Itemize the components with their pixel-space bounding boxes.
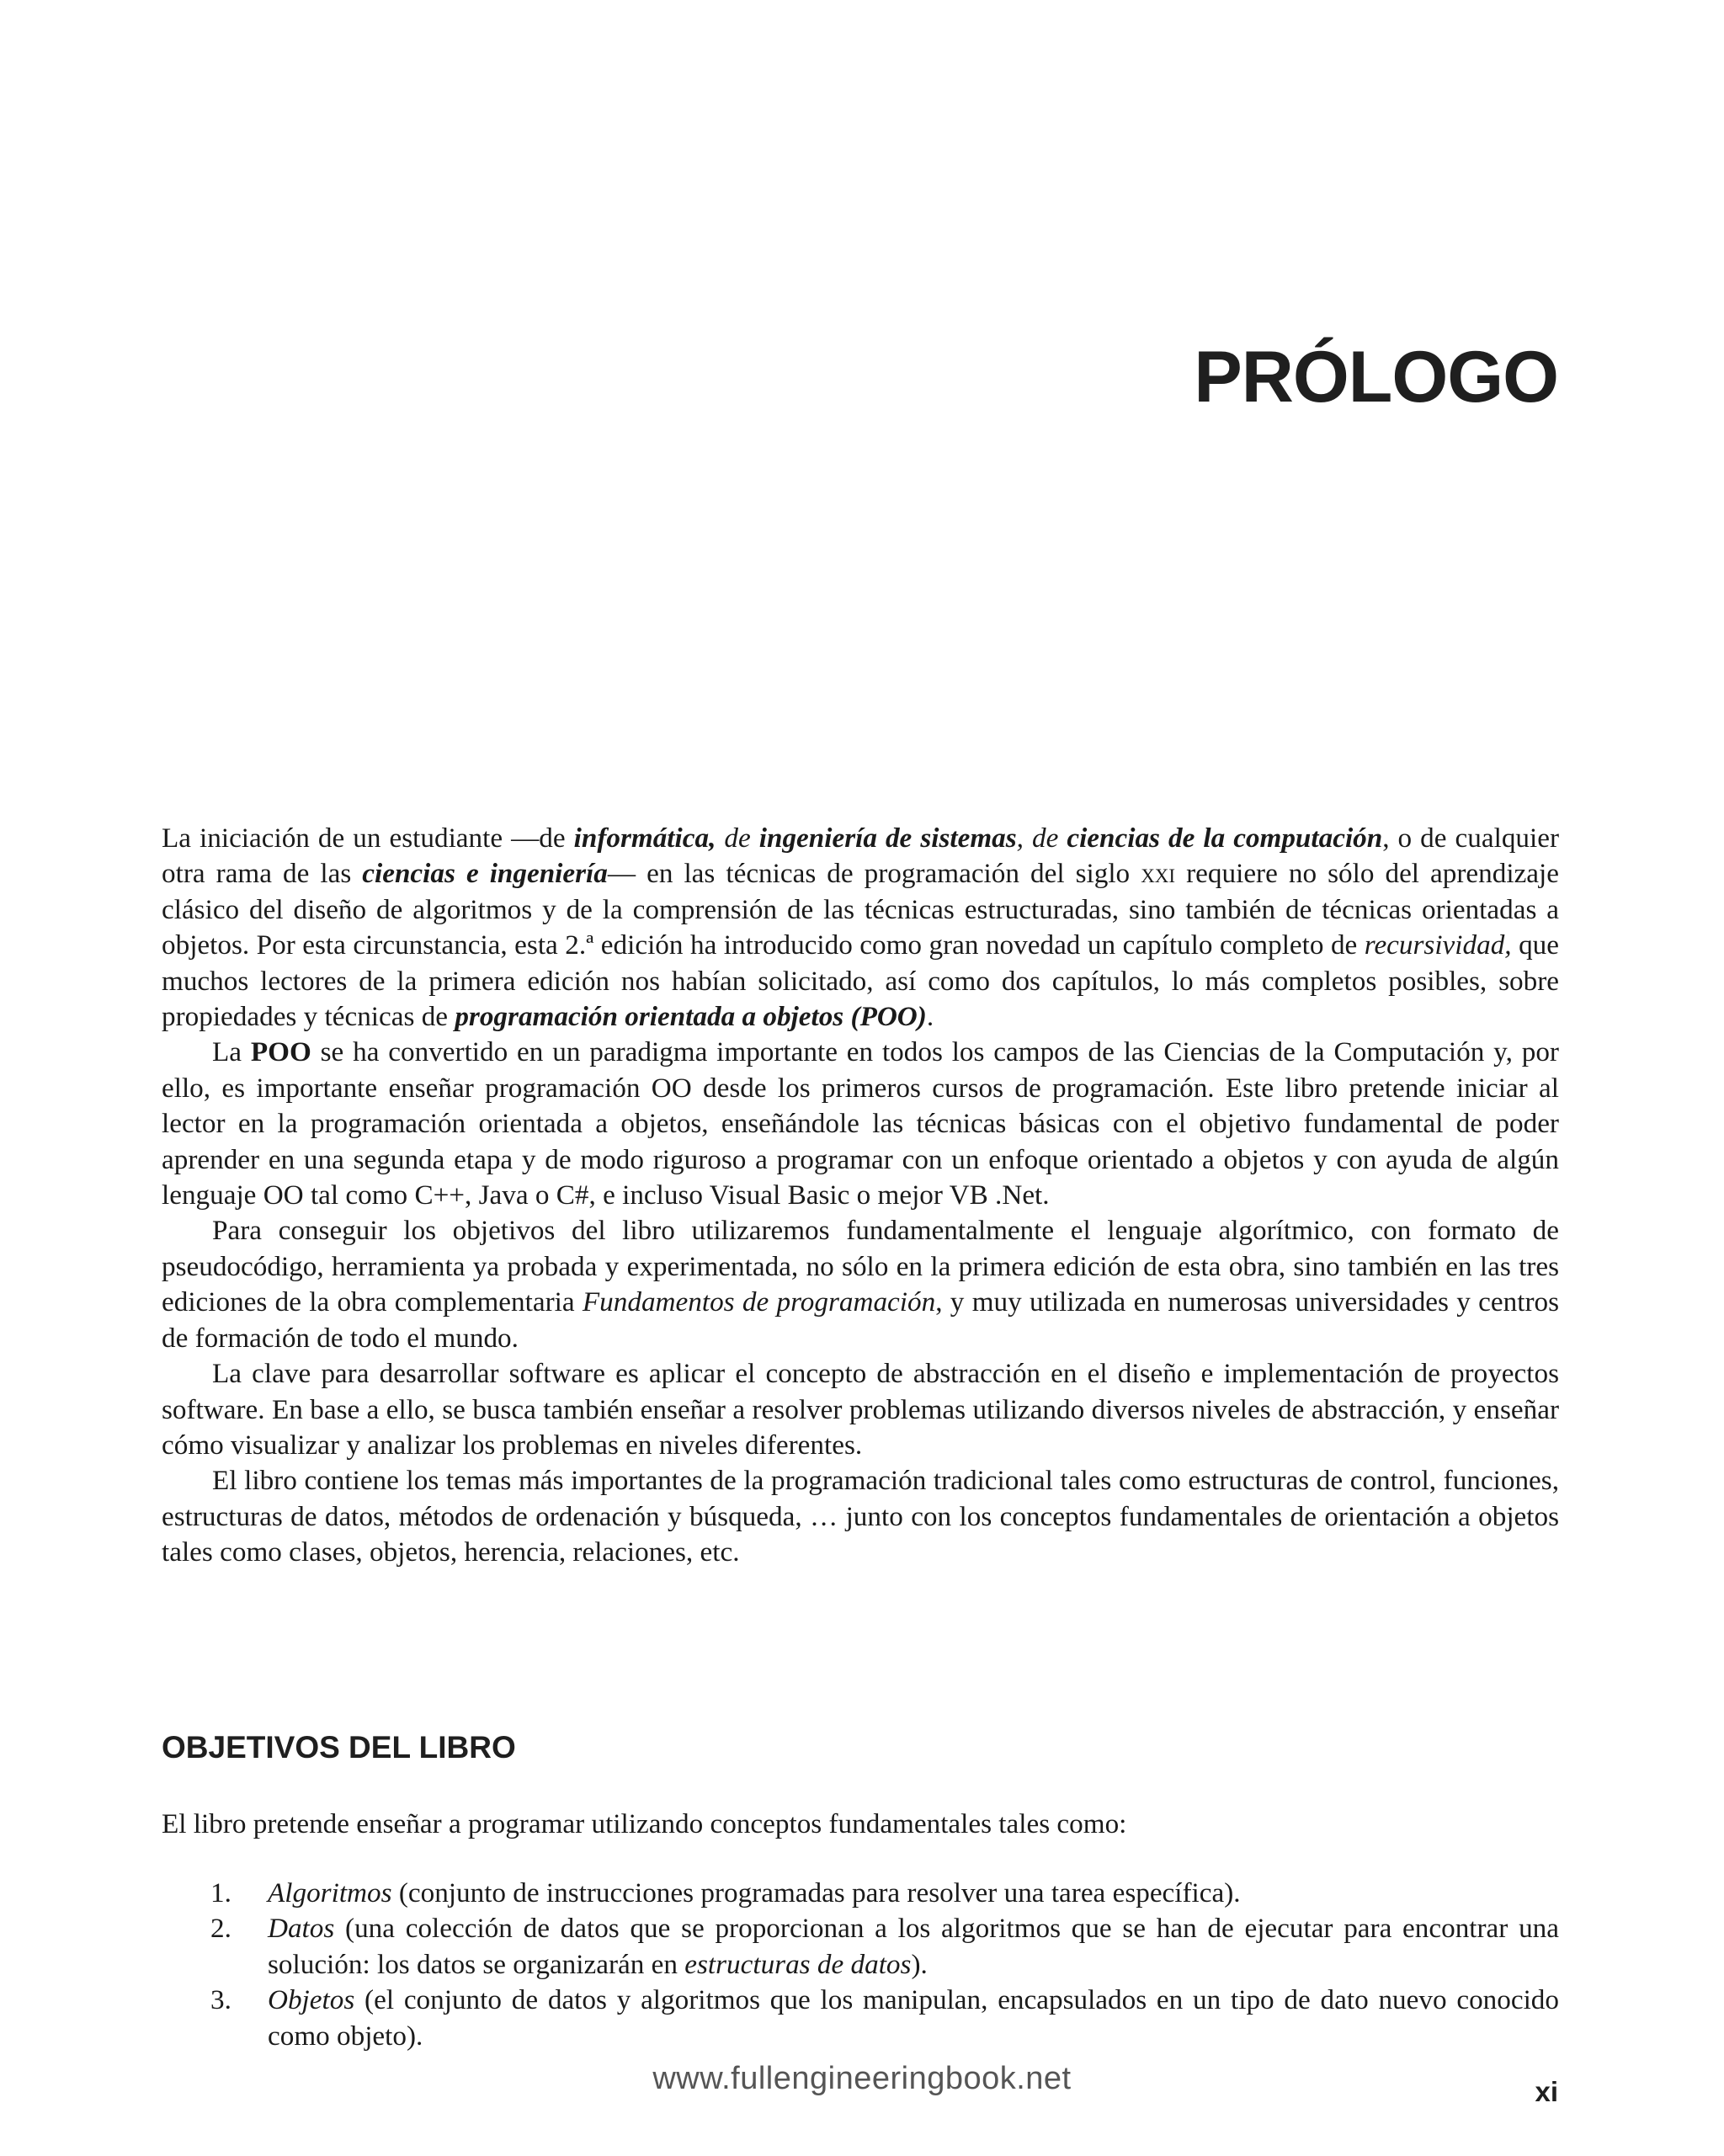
paragraph-5: El libro contiene los temas más importantes de la programación tradicional tales como estructuras de control, funciones, estructuras de datos, métodos de ordenación y búsqueda, … junto con los conceptos fundamentales de orientación a objetos tales como clases, objetos, herencia, relaciones, etc.	[162, 1465, 1559, 1568]
paragraph-1: La iniciación de un estudiante —de informática, de ingeniería de sistemas, de ciencias de la computación, o de cualquier otra rama de las ciencias e ingeniería— en las técnicas de programación del siglo xxi requiere no sólo del aprendizaje clásico del diseño de algoritmos y de la comprensión de las técnicas estructuradas, sino también de técnicas orientadas a objetos. Por esta circunstancia, esta 2.ª edición ha introducido como gran novedad un capítulo completo de recursividad, que muchos lectores de la primera edición nos habían solicitado, así como dos capítulos, lo más completos posibles, sobre propiedades y técnicas de programación orientada a objetos (POO).	[162, 822, 1560, 1033]
list-number: 2.	[210, 1913, 231, 1945]
page-number: xi	[1535, 2076, 1558, 2107]
list-text: Datos (una colección de datos que se proporcionan a los algoritmos que se han de ejecutar para encontrar una solución: los datos se organizarán en estructuras de datos).	[268, 1913, 1559, 1980]
list-item	[162, 1911, 1559, 1983]
list-item	[162, 1983, 1559, 2054]
page-title: PRÓLOGO	[1194, 337, 1558, 418]
list-number: 3.	[210, 1984, 231, 2016]
list-item	[162, 1876, 1559, 1911]
list-text: Algoritmos (conjunto de instrucciones programadas para resolver una tarea específica).	[268, 1877, 1241, 1908]
objectives-list	[162, 1876, 1559, 2054]
prologue-body	[162, 821, 1559, 1571]
list-text: Objetos (el conjunto de datos y algoritmos que los manipulan, encapsulados en un tipo de dato nuevo conocido como objeto).	[268, 1984, 1559, 2052]
footer-watermark-url: www.fullengineeringbook.net	[652, 2061, 1072, 2096]
paragraph-4: La clave para desarrollar software es aplicar el concepto de abstracción en el diseño e implementación de proyectos software. En base a ello, se busca también enseñar a resolver problemas utilizando diversos niveles de abstracción, y enseñar cómo visualizar y analizar los problemas en niveles diferentes.	[162, 1358, 1559, 1461]
list-number: 1.	[210, 1877, 231, 1908]
paragraph-2: La POO se ha convertido en un paradigma importante en todos los campos de las Ciencias de la Computación y, por ello, es importante enseñar programación OO desde los primeros cursos de programación. Este libro pretende iniciar al lector en la programación orientada a objetos, enseñándole las técnicas básicas con el objetivo fundamental de poder aprender en una segunda etapa y de modo riguroso a programar con un enfoque orientado a objetos y con ayuda de algún lenguaje OO tal como C++, Java o C#, e incluso Visual Basic o mejor VB .Net.	[162, 1036, 1559, 1211]
section-heading-objetivos: OBJETIVOS DEL LIBRO	[162, 1730, 516, 1765]
section-intro: El libro pretende enseñar a programar utilizando conceptos fundamentales tales como:	[162, 1808, 1127, 1839]
paragraph-3: Para conseguir los objetivos del libro utilizaremos fundamentalmente el lenguaje algorítmico, con formato de pseudocódigo, herramienta ya probada y experimentada, no sólo en la primera edición de esta obra, sino también en las tres ediciones de la obra complementaria Fundamentos de programación, y muy utilizada en numerosas universidades y centros de formación de todo el mundo.	[162, 1215, 1560, 1354]
